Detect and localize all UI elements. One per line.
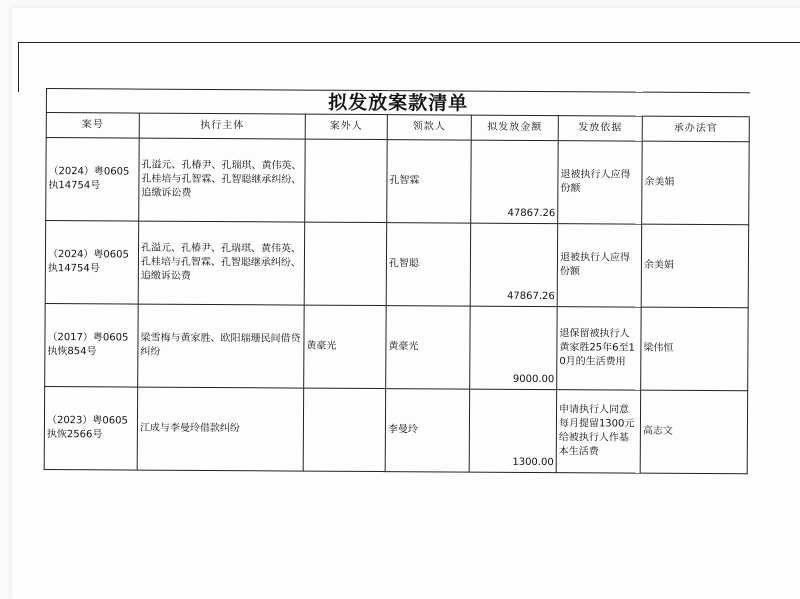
cell-outsider: [305, 139, 388, 222]
cell-payee: 李曼玲: [385, 389, 470, 473]
cell-judge: 余美娟: [642, 141, 750, 225]
cell-subject: 梁雪梅与黄家胜、欧阳瑞珊民间借贷纠纷: [138, 304, 305, 388]
header-subject: 执行主体: [139, 113, 305, 139]
table-row: [45, 303, 749, 390]
cell-judge: 高志文: [640, 390, 748, 474]
header-basis: 发放依据: [558, 116, 642, 142]
payment-list-table: [44, 88, 750, 474]
cell-subject: 江成与李曼玲借款纠纷: [137, 387, 304, 471]
table-row: [45, 221, 749, 308]
cell-judge: 余美娟: [641, 224, 749, 308]
amount-value: 47867.26: [507, 207, 556, 220]
cell-case-no: （2024）粤0605执14754号: [46, 138, 140, 222]
header-amount: 拟发放金额: [471, 115, 558, 141]
cell-case-no: （2017）粤0605执恢854号: [45, 303, 139, 387]
header-outsider: 案外人: [305, 114, 387, 140]
cell-payee: 黄豪光: [386, 306, 471, 390]
amount-value: 1300.00: [512, 456, 554, 469]
header-judge: 承办法官: [642, 116, 749, 142]
cell-basis: 退保留被执行人黄家胜25年6至10月的生活费用: [557, 307, 642, 391]
cell-case-no: （2023）粤0605执恢2566号: [44, 386, 138, 470]
cell-basis: 退被执行人应得份额: [558, 141, 643, 225]
sheet-title: 拟发放案款清单: [46, 89, 749, 117]
amount-value: 9000.00: [512, 373, 555, 386]
cell-amount: [469, 389, 557, 473]
cell-amount: [470, 306, 558, 390]
cell-payee: 孔智霖: [387, 140, 472, 224]
payment-list-sheet: [44, 88, 749, 494]
cell-amount: [470, 223, 558, 307]
header-case-no: 案号: [46, 113, 139, 139]
amount-value: 47867.26: [506, 290, 555, 303]
cell-judge: 梁伟恒: [641, 307, 749, 391]
cell-amount: [471, 140, 559, 224]
cell-payee: 孔智聪: [386, 223, 471, 307]
page-edge-top: [18, 42, 800, 43]
table-row: [46, 138, 750, 225]
cell-case-no: （2024）粤0605执14754号: [45, 221, 139, 305]
cell-basis: 退被执行人应得份额: [557, 224, 642, 308]
table-row: [44, 386, 748, 473]
cell-subject: 孔溢元、孔椿尹、孔瑞琪、黄伟英、孔桂培与孔智霖、孔智聪继承纠纷、追缴诉讼费: [138, 221, 305, 305]
cell-basis: 申请执行人同意每月提留1300元给被执行人作基本生活费: [556, 390, 641, 474]
cell-subject: 孔溢元、孔椿尹、孔瑞琪、黄伟英、孔桂培与孔智霖、孔智聪继承纠纷、追缴诉讼费: [139, 138, 306, 222]
cell-outsider: [303, 388, 386, 471]
cell-outsider: 黄豪光: [304, 305, 387, 388]
page-edge-left: [18, 42, 19, 92]
header-payee: 领款人: [387, 115, 471, 141]
cell-outsider: [304, 222, 387, 305]
